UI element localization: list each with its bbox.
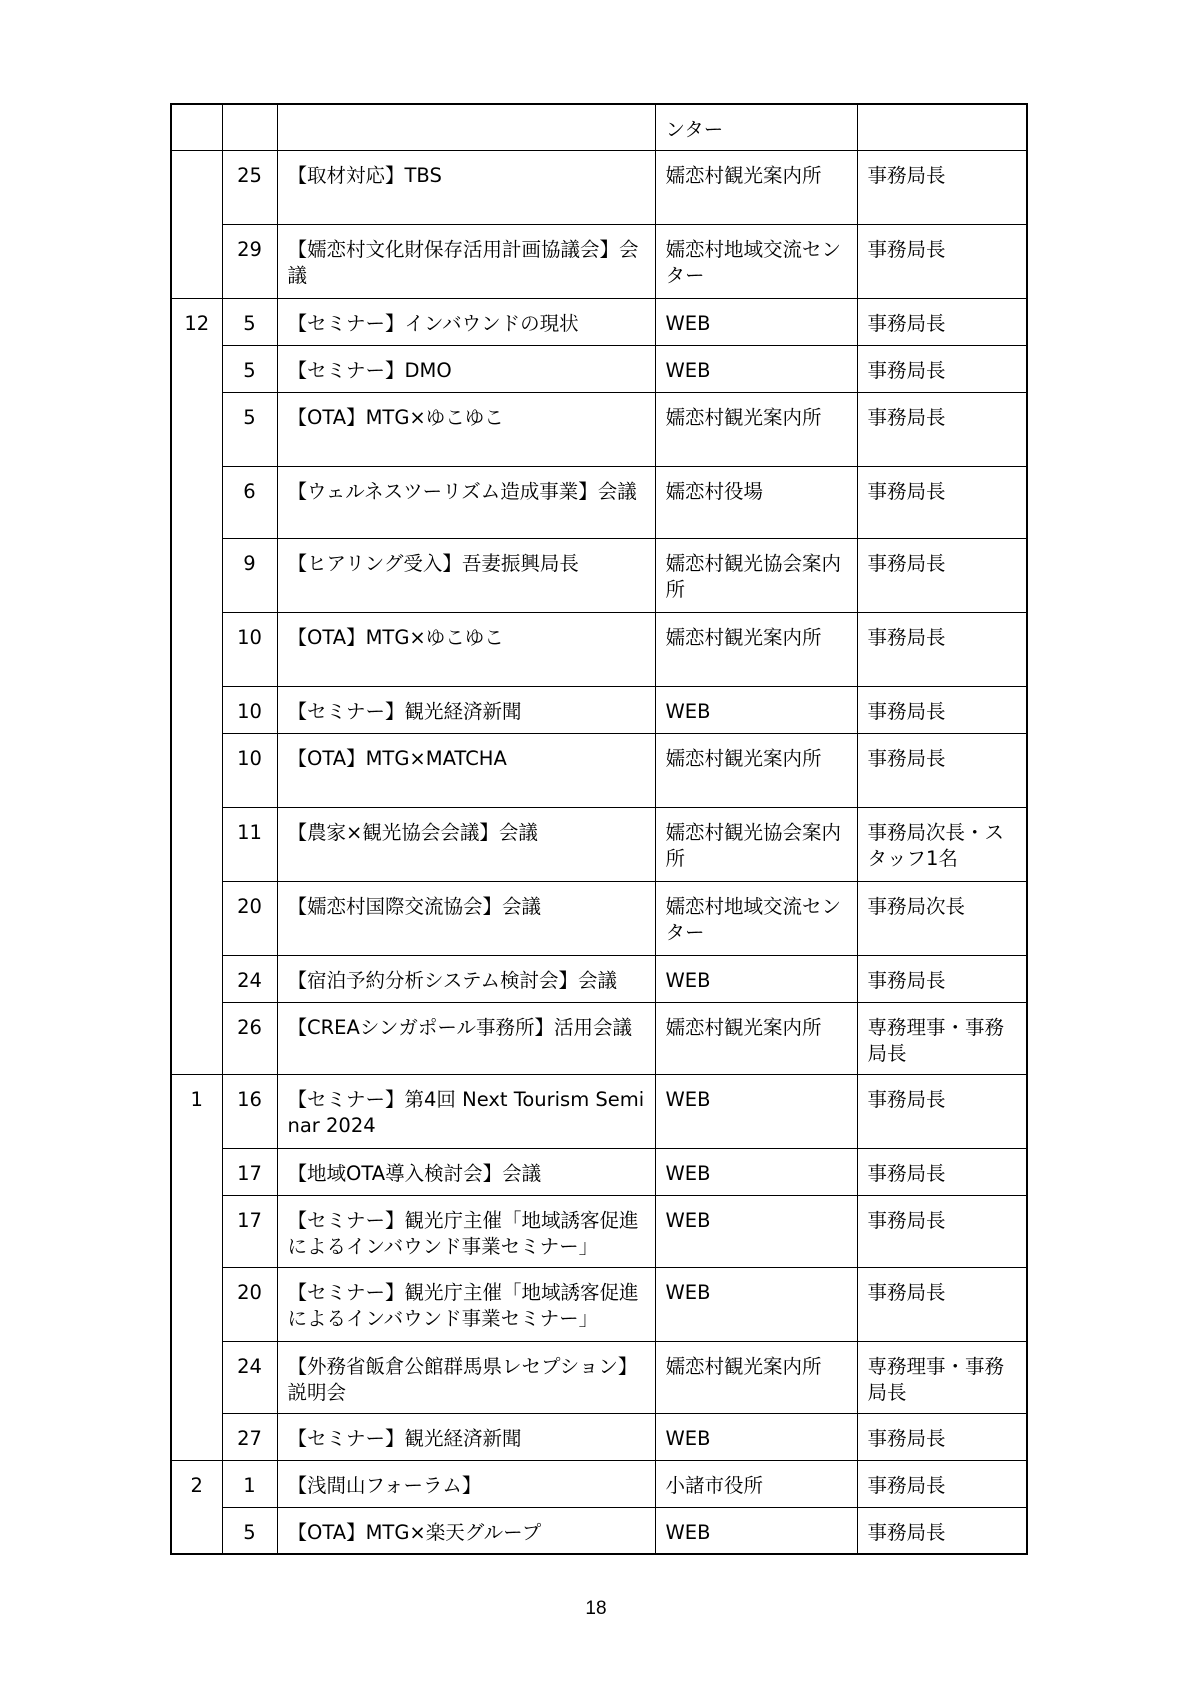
table-row bbox=[171, 1341, 1027, 1413]
day-cell: 5 bbox=[222, 392, 277, 466]
table-row bbox=[171, 1507, 1027, 1554]
title-cell: 【嬬恋村文化財保存活用計画協議会】会議 bbox=[277, 224, 655, 298]
day-cell: 5 bbox=[222, 1507, 277, 1554]
day-cell: 16 bbox=[222, 1074, 277, 1148]
place-cell: 小諸市役所 bbox=[655, 1460, 857, 1507]
day-cell: 24 bbox=[222, 1341, 277, 1413]
title-cell: 【取材対応】TBS bbox=[277, 150, 655, 224]
title-cell: 【CREAシンガポール事務所】活用会議 bbox=[277, 1002, 655, 1074]
title-cell: 【セミナー】観光庁主催「地域誘客促進によるインバウンド事業セミナー」 bbox=[277, 1267, 655, 1341]
day-cell: 25 bbox=[222, 150, 277, 224]
place-cell: 嬬恋村地域交流センター bbox=[655, 881, 857, 955]
table-row bbox=[171, 1002, 1027, 1074]
day-cell: 11 bbox=[222, 807, 277, 881]
page-number: 18 bbox=[585, 1598, 607, 1619]
title-cell: 【嬬恋村国際交流協会】会議 bbox=[277, 881, 655, 955]
day-cell: 24 bbox=[222, 955, 277, 1002]
attendee-cell: 事務局長 bbox=[857, 733, 1027, 807]
attendee-cell: 事務局長 bbox=[857, 345, 1027, 392]
table-row bbox=[171, 807, 1027, 881]
title-cell: 【浅間山フォーラム】 bbox=[277, 1460, 655, 1507]
month-cell: 12 bbox=[171, 298, 222, 1074]
place-cell: WEB bbox=[655, 1413, 857, 1460]
continued-row bbox=[171, 104, 1027, 150]
table-row bbox=[171, 150, 1027, 224]
table-row bbox=[171, 1413, 1027, 1460]
attendee-cell: 事務局長 bbox=[857, 1460, 1027, 1507]
title-cell: 【セミナー】観光経済新聞 bbox=[277, 686, 655, 733]
table-row bbox=[171, 1267, 1027, 1341]
place-cell: 嬬恋村観光案内所 bbox=[655, 1341, 857, 1413]
place-cell: WEB bbox=[655, 955, 857, 1002]
attendee-cell: 専務理事・事務局長 bbox=[857, 1341, 1027, 1413]
attendee-cell: 事務局長 bbox=[857, 1267, 1027, 1341]
place-cell: 嬬恋村観光協会案内所 bbox=[655, 538, 857, 612]
place-cell: 嬬恋村観光案内所 bbox=[655, 733, 857, 807]
place-cell: WEB bbox=[655, 686, 857, 733]
attendee-cell: 事務局長 bbox=[857, 1195, 1027, 1267]
title-cell bbox=[277, 104, 655, 150]
day-cell: 5 bbox=[222, 298, 277, 345]
place-cell: WEB bbox=[655, 1074, 857, 1148]
day-cell: 6 bbox=[222, 466, 277, 538]
month-cell: 1 bbox=[171, 1074, 222, 1460]
table-row bbox=[171, 298, 1027, 345]
schedule-table-body bbox=[171, 104, 1027, 1554]
place-cell: 嬬恋村観光協会案内所 bbox=[655, 807, 857, 881]
day-cell: 10 bbox=[222, 612, 277, 686]
title-cell: 【セミナー】DMO bbox=[277, 345, 655, 392]
title-cell: 【ヒアリング受入】吾妻振興局長 bbox=[277, 538, 655, 612]
attendee-cell: 事務局長 bbox=[857, 466, 1027, 538]
title-cell: 【OTA】MTG×楽天グループ bbox=[277, 1507, 655, 1554]
table-row bbox=[171, 955, 1027, 1002]
attendee-cell: 事務局長 bbox=[857, 1413, 1027, 1460]
attendee-cell: 事務局次長 bbox=[857, 881, 1027, 955]
place-cell: WEB bbox=[655, 1507, 857, 1554]
attendee-cell: 事務局長 bbox=[857, 1507, 1027, 1554]
day-cell: 29 bbox=[222, 224, 277, 298]
attendee-cell: 事務局長 bbox=[857, 1074, 1027, 1148]
day-cell: 1 bbox=[222, 1460, 277, 1507]
place-cell: 嬬恋村観光案内所 bbox=[655, 1002, 857, 1074]
attendee-cell: 事務局長 bbox=[857, 686, 1027, 733]
attendee-cell: 事務局長 bbox=[857, 538, 1027, 612]
table-row bbox=[171, 1460, 1027, 1507]
place-cell: ンター bbox=[655, 104, 857, 150]
table-row bbox=[171, 733, 1027, 807]
place-cell: WEB bbox=[655, 345, 857, 392]
attendee-cell: 事務局長 bbox=[857, 150, 1027, 224]
title-cell: 【セミナー】第4回 Next Tourism Seminar 2024 bbox=[277, 1074, 655, 1148]
place-cell: 嬬恋村地域交流センター bbox=[655, 224, 857, 298]
place-cell: 嬬恋村観光案内所 bbox=[655, 612, 857, 686]
place-cell: 嬬恋村観光案内所 bbox=[655, 150, 857, 224]
table-row bbox=[171, 1195, 1027, 1267]
table-row bbox=[171, 224, 1027, 298]
day-cell: 20 bbox=[222, 881, 277, 955]
title-cell: 【OTA】MTG×ゆこゆこ bbox=[277, 612, 655, 686]
table-row bbox=[171, 345, 1027, 392]
place-cell: 嬬恋村役場 bbox=[655, 466, 857, 538]
table-row bbox=[171, 1074, 1027, 1148]
place-cell: WEB bbox=[655, 1267, 857, 1341]
title-cell: 【OTA】MTG×MATCHA bbox=[277, 733, 655, 807]
title-cell: 【ウェルネスツーリズム造成事業】会議 bbox=[277, 466, 655, 538]
day-cell: 17 bbox=[222, 1195, 277, 1267]
day-cell: 10 bbox=[222, 733, 277, 807]
attendee-cell: 事務局長 bbox=[857, 392, 1027, 466]
day-cell: 26 bbox=[222, 1002, 277, 1074]
table-row bbox=[171, 392, 1027, 466]
table-row bbox=[171, 612, 1027, 686]
title-cell: 【セミナー】観光庁主催「地域誘客促進によるインバウンド事業セミナー」 bbox=[277, 1195, 655, 1267]
day-cell: 17 bbox=[222, 1148, 277, 1195]
table-row bbox=[171, 686, 1027, 733]
table-row bbox=[171, 538, 1027, 612]
title-cell: 【OTA】MTG×ゆこゆこ bbox=[277, 392, 655, 466]
attendee-cell: 事務局長 bbox=[857, 224, 1027, 298]
title-cell: 【宿泊予約分析システム検討会】会議 bbox=[277, 955, 655, 1002]
day-cell: 9 bbox=[222, 538, 277, 612]
attendee-cell: 事務局次長・スタッフ1名 bbox=[857, 807, 1027, 881]
table-row bbox=[171, 881, 1027, 955]
attendee-cell: 事務局長 bbox=[857, 298, 1027, 345]
day-cell bbox=[222, 104, 277, 150]
table-row bbox=[171, 1148, 1027, 1195]
place-cell: 嬬恋村観光案内所 bbox=[655, 392, 857, 466]
attendee-cell: 事務局長 bbox=[857, 612, 1027, 686]
attendee-cell: 事務局長 bbox=[857, 955, 1027, 1002]
title-cell: 【外務省飯倉公館群馬県レセプション】説明会 bbox=[277, 1341, 655, 1413]
table-row bbox=[171, 466, 1027, 538]
month-cell bbox=[171, 104, 222, 150]
title-cell: 【地域OTA導入検討会】会議 bbox=[277, 1148, 655, 1195]
month-cell bbox=[171, 150, 222, 298]
day-cell: 5 bbox=[222, 345, 277, 392]
title-cell: 【セミナー】観光経済新聞 bbox=[277, 1413, 655, 1460]
day-cell: 20 bbox=[222, 1267, 277, 1341]
attendee-cell: 事務局長 bbox=[857, 1148, 1027, 1195]
place-cell: WEB bbox=[655, 298, 857, 345]
day-cell: 27 bbox=[222, 1413, 277, 1460]
day-cell: 10 bbox=[222, 686, 277, 733]
attendee-cell: 専務理事・事務局長 bbox=[857, 1002, 1027, 1074]
title-cell: 【セミナー】インバウンドの現状 bbox=[277, 298, 655, 345]
activity-schedule-table bbox=[170, 103, 1028, 1555]
title-cell: 【農家×観光協会会議】会議 bbox=[277, 807, 655, 881]
place-cell: WEB bbox=[655, 1148, 857, 1195]
month-cell: 2 bbox=[171, 1460, 222, 1554]
attendee-cell bbox=[857, 104, 1027, 150]
place-cell: WEB bbox=[655, 1195, 857, 1267]
